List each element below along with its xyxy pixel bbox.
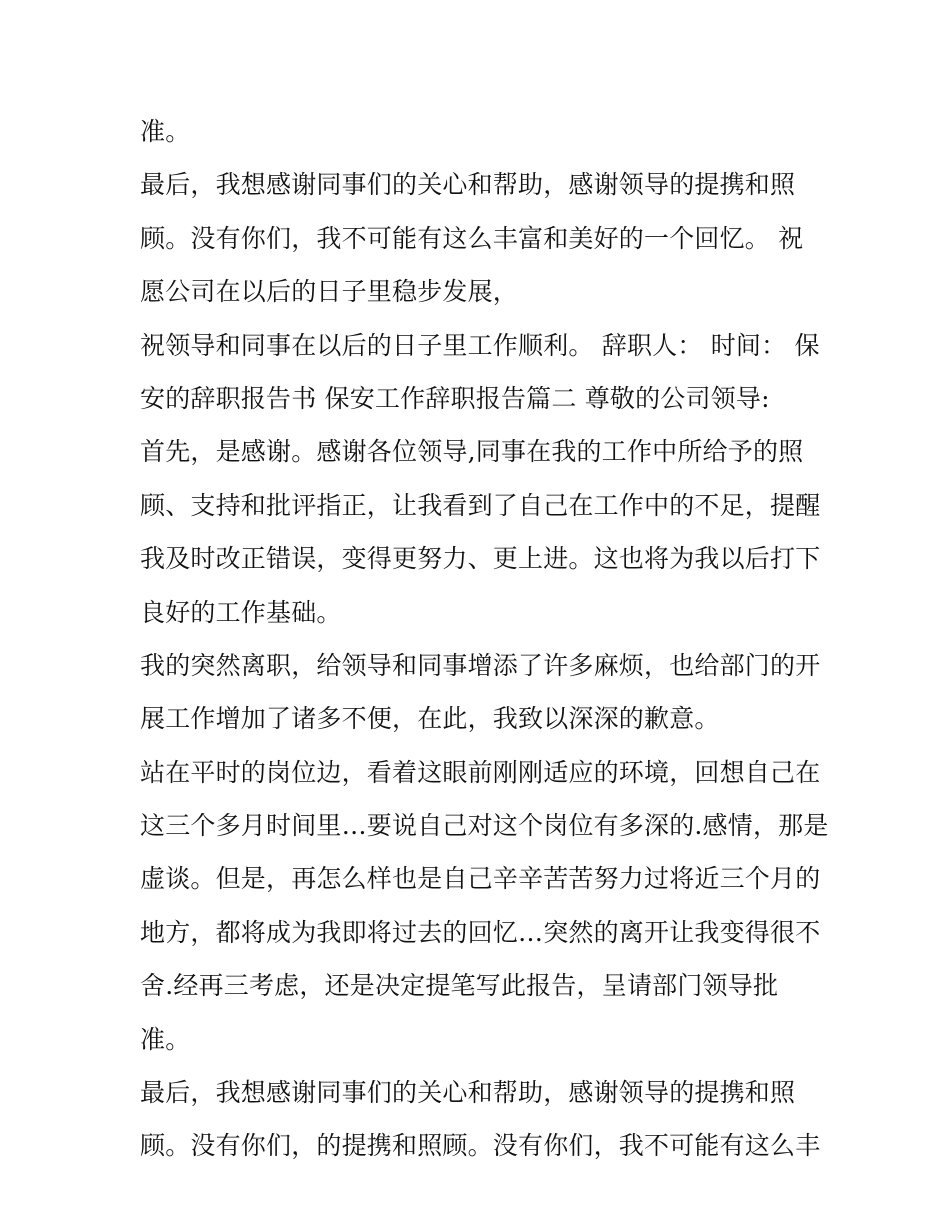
text-line: 舍.经再三考虑，还是决定提笔写此报告，呈请部门领导批 — [140, 971, 779, 1001]
text-line: 这三个多月时间里…要说自己对这个岗位有多深的.感情，那是 — [140, 811, 829, 841]
text-line: 首先，是感谢。感谢各位领导,同事在我的工作中所给予的照 — [140, 437, 804, 467]
text-line: 我及时改正错误，变得更努力、更上进。这也将为我以后打下 — [140, 544, 821, 574]
text-line: 站在平时的岗位边，看着这眼前刚刚适应的环境，回想自己在 — [140, 757, 821, 787]
text-line: 顾。没有你们，我不可能有这么丰富和美好的一个回忆。 祝 — [140, 223, 804, 253]
text-line: 我的突然离职，给领导和同事增添了许多麻烦，也给部门的开 — [140, 650, 821, 680]
text-line: 展工作增加了诸多不便，在此，我致以深深的歉意。 — [140, 704, 720, 734]
text-line: 地方，都将成为我即将过去的回忆…突然的离开让我变得很不 — [140, 917, 821, 947]
text-line: 准。 — [140, 117, 191, 146]
text-line: 最后，我想感谢同事们的关心和帮助，感谢领导的提携和照 — [140, 170, 796, 200]
document-body — [140, 105, 829, 1173]
text-line: 虚谈。但是，再怎么样也是自己辛辛苦苦努力过将近三个月的 — [140, 864, 821, 894]
text-line: 祝领导和同事在以后的日子里工作顺利。 辞职人： 时间： 保 — [140, 330, 820, 360]
text-line: 安的辞职报告书 保安工作辞职报告篇二 尊敬的公司领导: — [140, 383, 770, 413]
text-line: 良好的工作基础。 — [140, 597, 342, 627]
text-line: 顾。没有你们，的提携和照顾。没有你们，我不可能有这么丰 — [140, 1131, 821, 1161]
text-line: 准。 — [140, 1024, 191, 1054]
text-line: 最后，我想感谢同事们的关心和帮助，感谢领导的提携和照 — [140, 1078, 796, 1108]
text-line: 愿公司在以后的日子里稳步发展， — [140, 277, 519, 307]
text-line: 顾、支持和批评指正，让我看到了自己在工作中的不足，提醒 — [140, 490, 821, 520]
